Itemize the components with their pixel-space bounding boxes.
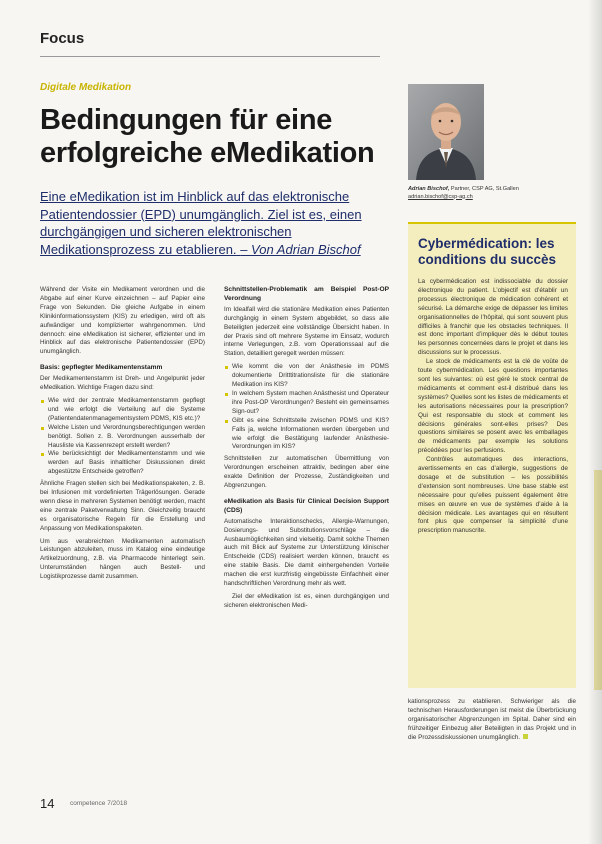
body-paragraph: Um aus verabreichten Medikamenten automatisch Leistungen abzuleiten, muss im Katalog eine eindeutige Artikelzuordnung, z.B. via Pharmacode hinterlegt sein. Unterumständen hängen auch Bestell- und Logistikprozesse damit zusammen.: [40, 537, 205, 581]
subheading-medikamentenstamm: Basis: gepflegter Medikamentenstamm: [40, 364, 163, 372]
subheading-schnittstellen: Schnittstellen-Problematik am Beispiel Post-OP Verordnung: [224, 286, 389, 302]
lead-author: – Von Adrian Bischof: [240, 241, 361, 257]
french-summary-box: [408, 222, 576, 688]
lead-text: Eine eMedikation ist im Hinblick auf das elektronische Patientendossier (EPD) unumgänglich. Ziel ist es, einen durchgängigen und sicheren elektronischen Medikationsprozess zu etablieren.: [40, 189, 362, 257]
sidebar-paragraph: Contrôles automatiques des interactions, avertissements en cas d’allergie, suggestions de dosage et de substitution – les possibilités d’extension sont nombreuses. Une base stable est nécessaire pour qu’elles puissent également être mises en œuvre en vue de systèmes d’aide à la décision médicale. Les avantages qui en résultent font plus que compenser la simplicité d’une prescription manuscrite.: [418, 456, 568, 535]
header-rule: [40, 56, 380, 57]
page-edge-shadow: [588, 0, 602, 844]
article-lead: [40, 188, 390, 258]
sidebar-paragraph: La cybermédication est indissociable du dossier électronique du patient. L’objectif est d’établir un processus électronique de médication cohérent et sécurisé. La démarche exige de dépasser les limites organisationnelles de l’hôpital, qui sont souvent plus difficiles à franchir que les obstacles techniques. Il est donc important d’impliquer dès le début toutes les personnes concernées dans le projet et dans les discussions sur le processus.: [418, 278, 568, 357]
page-number: 14: [40, 796, 55, 811]
article-column-3: [408, 698, 576, 743]
body-paragraph: Ziel der eMedikation ist es, einen durchgängigen und sicheren elektronischen Medi-: [224, 593, 389, 609]
list-item: Wie berücksichtigt der Medikamentenstamm und wie werden auf Basis inhaltlicher Diskussionen direkt abgestützte Entscheide getroffen?: [40, 450, 205, 477]
article-headline: Bedingungen für eine erfolgreiche eMedikation: [40, 104, 375, 169]
list-item: Welche Listen und Verordnungsberechtigungen werden benötigt. Sollen z. B. Verordnungen ausserhalb der Hausliste via Kassenrezept erstellt werden?: [40, 424, 205, 451]
caption-name: Adrian Bischof,: [408, 186, 450, 192]
caption-email: adrian.bischof@csp-ag.ch: [408, 193, 473, 200]
bullet-list: [40, 397, 205, 477]
sidebar-title: Cybermédication: les conditions du succès: [418, 236, 557, 267]
subheading-cds: eMedikation als Basis für Clinical Decision Support (CDS): [224, 497, 389, 514]
article-kicker: Digitale Medikation: [40, 82, 132, 93]
section-label: Focus: [40, 30, 85, 47]
magazine-issue: competence 7/2018: [70, 800, 128, 807]
bullet-list: [224, 363, 389, 452]
list-item: Wie kommt die von der Anästhesie im PDMS dokumentierte Dritttitrationsliste für die stationäre Medikation ins KIS?: [224, 363, 389, 390]
author-portrait-image: [408, 84, 484, 180]
intro-paragraph: Während der Visite ein Medikament verordnen und die Abgabe auf einer Kurve einzeichnen – auf Papier eine Frage von Sekunden. Die gleiche Aufgabe in einem Klinikinformationssystem (KIS) zu erledigen, wird oft als aufwändiger und komplizierter wahrgenommen. Und dennoch: eine eMedikation ist sicherer, effizienter und im Hinblick auf das elektronische Patientendossier (EPD) unumgänglich.: [40, 286, 205, 356]
caption-role: Partner, CSP AG, St.Gallen: [450, 186, 519, 192]
body-paragraph: [408, 698, 576, 743]
author-photo: [408, 84, 484, 180]
body-paragraph: Schnittstellen zur automatischen Übermittlung von Verordnungen erscheinen attraktiv, bedingen aber eine exakte Definition der Prozesse, Zuständigkeiten und Abgrenzungen.: [224, 455, 389, 490]
closing-text: kationsprozess zu etablieren. Schwieriger als die technischen Herausforderungen ist meist die Überbrückung organisatorischer Abgrenzungen im Spital. Daher sind ein frühzeitiger Einbezug aller Beteiligten in das Projekt und in die Prozessdiskussionen unumgänglich.: [408, 698, 576, 741]
article-column-2: [224, 286, 389, 615]
list-item: Gibt es eine Schnittstelle zwischen PDMS und KIS? Falls ja, welche Informationen werden übergeben und wie erfolgt die Bestätigung laufender Anästhesie-Verordnungen im KIS?: [224, 417, 389, 453]
end-mark-icon: [523, 734, 528, 739]
body-paragraph: Der Medikamentenstamm ist Dreh- und Angelpunkt jeder eMedikation. Wichtige Fragen dazu sind:: [40, 375, 205, 392]
list-item: In welchem System machen Anästhesist und Operateur ihre Post-OP Verordnungen? Besteht ein gemeinsames Sign-out?: [224, 390, 389, 417]
body-paragraph: Im Idealfall wird die stationäre Medikation eines Patienten durchgängig in einem System abgebildet, so dass alle Beteiligten jederzeit eine vollständige Übersicht haben. In der Praxis sind oft mehrere Systeme im Einsatz, wodurch interne Verlegungen, z.B. vom Operationssaal auf die Station, detailliert geregelt werden müssen:: [224, 305, 389, 358]
article-column-1: [40, 286, 205, 586]
list-item: Wie wird der zentrale Medikamentenstamm gepflegt und wie erfolgt die Verteilung auf die Systeme (Patientendatenmanagementsystem PDMS, KIS etc.)?: [40, 397, 205, 424]
body-paragraph: Automatische Interaktionschecks, Allergie-Warnungen, Dosierungs- und Substitutionsvorschläge – die Ausbaumöglichkeiten sind vielseitig. Damit solche Themen auch mit Blick auf Systeme zur Unterstützung klinischer Entscheide (CDS) realisiert werden können, braucht es eine stabile Basis. Die damit einhergehenden Vorteile machen die erst kurzfristig eingebüsste Einfachheit einer handschriftlichen Verordnung mehr als wett.: [224, 517, 389, 588]
sidebar-body: [418, 278, 568, 536]
body-paragraph: Ähnliche Fragen stellen sich bei Medikationspaketen, z. B. bei Infusionen mit vordefinierten Trägerlösungen. Gerade wenn diese in mehreren Systemen benötigt werden, macht eine zentrale Paketverwaltung Sinn. Gleichzeitig braucht es organisatorische Regeln für die Erstellung und Anpassung von Medikationspaketen.: [40, 480, 205, 532]
sidebar-paragraph: Le stock de médicaments est la clé de voûte de toute cybermédication. Les questions importantes sont les suivantes: où est géré le stock central de médicaments et comment est-il distribué dans les systèmes? Quelles sont les listes de médicaments et les autorisations nécessaires pour la prescription? Qui est responsable du stock et comment les décisions générales sont-elles prises? Des questions similaires se posent avec les emballages de médicaments par exemple les solutions précédées pour les perfusions.: [418, 358, 568, 455]
photo-caption: [408, 186, 578, 201]
